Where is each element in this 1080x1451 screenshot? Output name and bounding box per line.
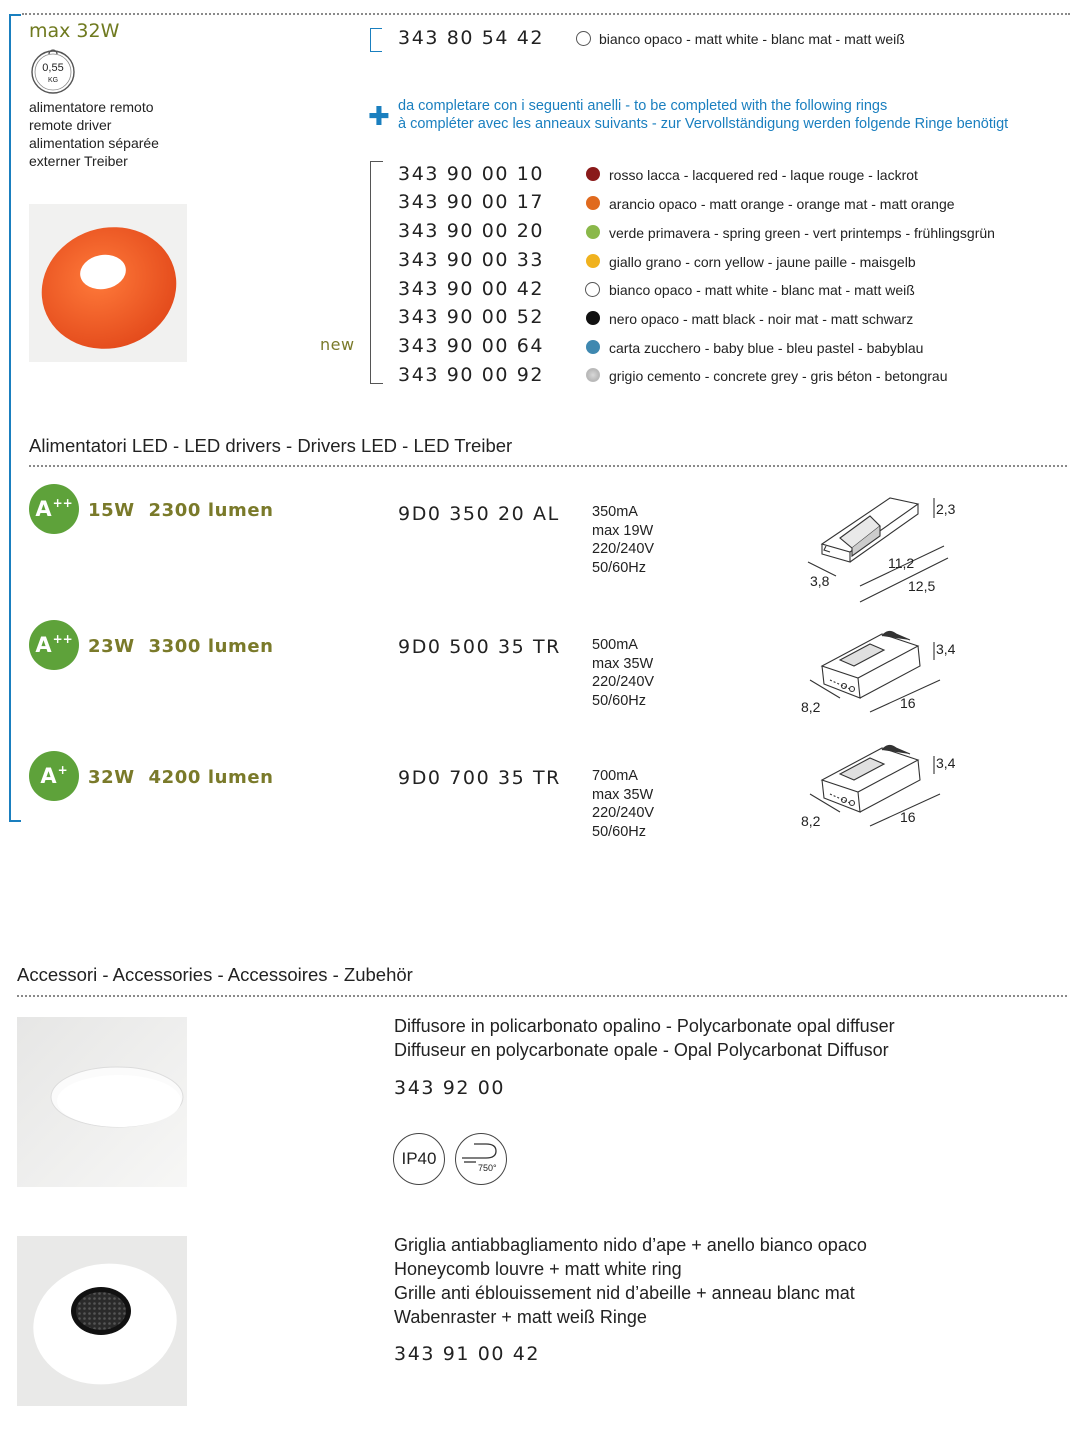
white-swatch: [576, 31, 591, 46]
plus-icon: ✚: [368, 101, 390, 131]
swatch-red-icon: [586, 167, 600, 181]
driver-code: 9D0 700 35 TR: [398, 767, 561, 789]
driver-watt: 23W: [88, 636, 135, 657]
spec-line: max 35W: [592, 786, 654, 803]
ring-desc: bianco opaco - matt white - blanc mat - matt weiß: [609, 282, 915, 298]
diffuser-desc-line: Diffuseur en polycarbonate opale - Opal Polycarbonat Diffusor: [394, 1040, 889, 1060]
dim-length-total: 12,5: [908, 578, 936, 594]
ring-desc: grigio cemento - concrete grey - gris béton - betongrau: [609, 368, 948, 384]
swatch-grey-icon: [586, 368, 600, 382]
driver-lumen: 3300 lumen: [148, 636, 274, 657]
driver-note-line: remote driver: [29, 117, 112, 133]
driver-drawing-box: [800, 624, 970, 724]
energy-class-letter: A: [35, 633, 52, 657]
energy-class-plus: +: [57, 763, 68, 777]
louvre-desc-line: Wabenraster + matt weiß Ringe: [394, 1307, 647, 1327]
complete-note-line: da completare con i seguenti anelli - to be completed with the following rings: [398, 98, 888, 114]
driver-note-line: externer Treiber: [29, 153, 128, 169]
dim-width: 8,2: [801, 699, 821, 715]
driver-code: 9D0 350 20 AL: [398, 503, 560, 525]
ring-desc: nero opaco - matt black - noir mat - matt schwarz: [609, 311, 914, 327]
diffuser-desc: [394, 1014, 895, 1062]
main-code: 343 80 54 42: [398, 27, 545, 49]
driver-note: [29, 98, 159, 170]
drivers-section-title: Alimentatori LED - LED drivers - Drivers LED - LED Treiber: [29, 435, 513, 456]
dim-height: 3,4: [936, 641, 956, 657]
driver-lumen: 4200 lumen: [148, 767, 274, 788]
new-label: new: [320, 335, 355, 354]
spec-line: 220/240V: [592, 541, 655, 557]
louvre-desc: [394, 1233, 867, 1329]
louvre-desc-line: Honeycomb louvre + matt white ring: [394, 1259, 682, 1279]
spec-line: 350mA: [592, 504, 638, 520]
driver-note-line: alimentation séparée: [29, 135, 159, 151]
swatch-blue-icon: [586, 340, 600, 354]
dim-length: 11,2: [888, 555, 915, 571]
driver-lumen: 2300 lumen: [148, 500, 274, 521]
max-power-label: max 32W: [29, 20, 120, 42]
ring-code: 343 90 00 20: [398, 220, 545, 242]
spec-line: 500mA: [592, 637, 638, 653]
complete-note-line: à compléter avec les anneaux suivants - zur Vervollständigung werden folgende Ringe benötigt: [398, 116, 1009, 132]
main-color-desc: bianco opaco - matt white - blanc mat - matt weiß: [599, 31, 905, 47]
spec-line: 50/60Hz: [592, 823, 647, 840]
swatch-white-icon: [585, 282, 600, 297]
diffuser-code: 343 92 00: [394, 1077, 506, 1099]
louvre-desc-line: Grille anti éblouissement nid d’abeille + anneau blanc mat: [394, 1283, 855, 1303]
diffuser-desc-line: Diffusore in policarbonato opalino - Polycarbonate opal diffuser: [394, 1016, 895, 1036]
spec-line: 50/60Hz: [592, 692, 647, 709]
ring-list-bracket: [370, 161, 383, 384]
energy-class-letter: A: [35, 497, 52, 521]
swatch-yellow-icon: [586, 254, 600, 268]
spec-line: max 35W: [592, 655, 654, 672]
accessories-divider: [17, 995, 1067, 997]
dim-height: 3,4: [936, 755, 956, 771]
weight-value: 0,55: [42, 62, 64, 74]
driver-watt: 32W: [88, 767, 135, 788]
ring-code: 343 90 00 64: [398, 335, 545, 357]
ring-desc: giallo grano - corn yellow - jaune paille - maisgelb: [609, 254, 916, 270]
driver-spec: [592, 767, 654, 841]
diffuser-photo: [17, 1017, 187, 1187]
driver-power: [88, 767, 274, 788]
energy-class-plus: ++: [52, 496, 73, 510]
louvre-code: 343 91 00 42: [394, 1343, 541, 1365]
spec-line: 700mA: [592, 768, 638, 784]
dim-height: 2,3: [936, 501, 956, 517]
ring-code: 343 90 00 92: [398, 364, 545, 386]
driver-watt: 15W: [88, 500, 135, 521]
left-bracket: [9, 14, 21, 822]
main-code-bracket: [370, 28, 382, 52]
dim-length: 16: [900, 809, 916, 825]
product-photo-orange-ring: [29, 204, 187, 362]
energy-class-letter: A: [40, 764, 57, 788]
driver-power: [88, 500, 274, 521]
spec-line: max 19W: [592, 522, 654, 539]
ring-code: 343 90 00 52: [398, 306, 545, 328]
ring-desc: carta zucchero - baby blue - bleu pastel - babyblau: [609, 340, 924, 356]
energy-class-badge: [29, 751, 79, 801]
louvre-photo: [17, 1236, 187, 1406]
ring-code: 343 90 00 10: [398, 163, 545, 185]
spec-line: 220/240V: [592, 674, 655, 690]
dim-length: 16: [900, 695, 916, 711]
driver-power: [88, 636, 274, 657]
complete-note: [398, 97, 1008, 133]
driver-spec: [592, 503, 654, 577]
louvre-desc-line: Griglia antiabbagliamento nido d’ape + anello bianco opaco: [394, 1235, 867, 1255]
weight-unit: KG: [47, 77, 59, 84]
top-divider: [22, 13, 1070, 15]
energy-class-badge: [29, 620, 79, 670]
ring-desc: verde primavera - spring green - vert printemps - frühlingsgrün: [609, 225, 995, 241]
swatch-orange-icon: [586, 196, 600, 210]
energy-class-badge: [29, 484, 79, 534]
driver-code: 9D0 500 35 TR: [398, 636, 561, 658]
spec-line: 220/240V: [592, 805, 655, 821]
driver-note-line: alimentatore remoto: [29, 99, 154, 115]
dim-width: 3,8: [810, 573, 830, 589]
energy-class-plus: ++: [52, 632, 73, 646]
ip40-icon: IP40: [393, 1133, 445, 1185]
swatch-black-icon: [586, 311, 600, 325]
driver-drawing-box: [800, 738, 970, 838]
ring-code: 343 90 00 33: [398, 249, 545, 271]
ring-desc: rosso lacca - lacquered red - laque rouge - lackrot: [609, 167, 918, 183]
driver-spec: [592, 636, 654, 710]
glow-wire-icon: [455, 1133, 507, 1185]
weight-icon: [28, 46, 78, 94]
drivers-divider: [29, 465, 1067, 467]
glow-wire-temp: 750°: [478, 1163, 497, 1173]
ring-code: 343 90 00 17: [398, 191, 545, 213]
accessories-section-title: Accessori - Accessories - Accessoires - Zubehör: [17, 964, 413, 985]
driver-drawing-slim: [800, 486, 970, 606]
ring-desc: arancio opaco - matt orange - orange mat - matt orange: [609, 196, 955, 212]
spec-line: 50/60Hz: [592, 559, 647, 576]
dim-width: 8,2: [801, 813, 821, 829]
swatch-green-icon: [586, 225, 600, 239]
ring-code: 343 90 00 42: [398, 278, 545, 300]
